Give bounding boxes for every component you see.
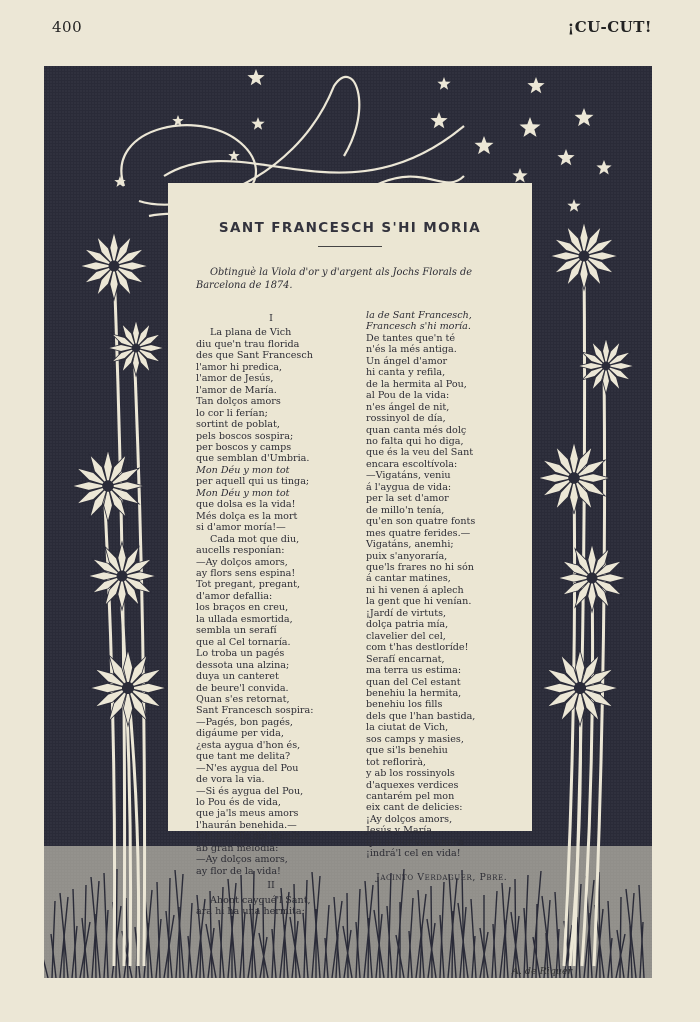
poem-line: que ja'ls meus amors (196, 808, 299, 820)
poem-line: á cantar matines, (366, 573, 451, 585)
poem-line: sembla un serafí (196, 625, 277, 637)
poem-line: Quan s'es retornat, (196, 693, 290, 705)
poem-line: mes quatre ferides.— (366, 527, 471, 539)
author-signature: Jacinto Verdaguer, Pbre. (376, 871, 508, 883)
stanza-lines (196, 327, 346, 877)
poem-line: De tantes que'n té (366, 332, 456, 344)
poem-line: dolça patria mía, (366, 619, 449, 631)
poem-line: que'ls frares no hi són (366, 561, 474, 573)
poem-line: ni hi venen á aplech (366, 584, 464, 596)
stanza-lines (366, 310, 516, 860)
poem-line: ay flors sens espina! (196, 567, 296, 579)
poem-line: Tot pregant, pregant, (196, 579, 301, 591)
poem-line: lo Pou és de vida, (196, 797, 281, 809)
poem-line: quan del Cel estant (366, 676, 461, 688)
poem-line: la gent que hi venían. (366, 596, 472, 608)
poem-line: per boscos y camps (196, 441, 292, 453)
grass-blade (431, 886, 432, 978)
poem-line: que al Cel tornaría. (196, 636, 291, 648)
poem-line: Sant Francesch sospira: (196, 705, 314, 717)
grass-blade (620, 897, 621, 978)
publication-title: ¡CU-CUT! (567, 18, 652, 36)
grass-blade (515, 879, 516, 978)
poem-line: hi canta y refila, (366, 367, 446, 379)
poem-line: La plana de Vich (210, 327, 292, 339)
poem-title: SANT FRANCESCH S'HI MORIA (218, 220, 482, 236)
poem-line: n'és la més antiga. (366, 344, 457, 356)
poem-line: l'amor hi predica, (196, 361, 282, 373)
poem-line: la ciutat de Vich, (366, 722, 449, 734)
poem-line: per la set d'amor (366, 493, 449, 505)
poem-line: la de Sant Francesch, (366, 310, 472, 321)
poem-line: qui al cor vos tindrá (366, 836, 464, 848)
poem-line: Vigatáns, anemhi; (366, 539, 454, 551)
poem-line: Cada mot que diu, (210, 533, 300, 545)
poem-line: diu que'n trau florida (196, 338, 300, 350)
poem-line: aucells responían: (196, 545, 285, 557)
stanza-tail-lines (196, 895, 346, 918)
poem-line: com t'has destloríde! (366, 642, 469, 654)
poem-line: ¡Jardí de virtuts, (366, 607, 447, 619)
poem-line: l'amor de Jesús, (196, 373, 274, 385)
section-number-1: I (269, 313, 273, 324)
poem-line: per aquell qui us tinga; (196, 476, 310, 488)
poem-line: á l'aygua de vida: (366, 481, 452, 493)
poem-line: d'amor defallia: (196, 590, 273, 602)
page-number: 400 (52, 18, 83, 36)
poem-line: —Ay dolços amors, (196, 854, 288, 866)
poem-line: pels boscos sospira; (196, 430, 294, 442)
artist-signature: A. de Riquer (512, 966, 573, 977)
grass-blade (599, 872, 600, 978)
section-number-2: II (267, 880, 275, 892)
poem-line: Mon Déu y mon tot (196, 487, 290, 499)
poem-line: ¿esta aygua d'hon és, (196, 739, 301, 751)
poem-line: lo cor li ferían; (196, 407, 268, 419)
poem-line: de la hermita al Pou, (366, 378, 467, 390)
poem-line: Francesch s'hi moría. (366, 321, 471, 333)
poem-line: que si'ls benehiu (366, 745, 448, 757)
poem-intro: Obtinguè la Viola d'or y d'argent als Jochs Florals de Barcelona de 1874. (196, 267, 473, 291)
poem-line: Un ángel d'amor (366, 355, 448, 367)
poem-line: quan canta més dolç (366, 424, 467, 436)
poem-line: duya un canteret (196, 671, 279, 683)
poem-line: d'aquexes verdices (366, 779, 459, 791)
poem-line: tot reflorirà, (366, 756, 426, 768)
poem-line: Y'ls aucells del bosch (196, 831, 300, 843)
poem-line: que semblan d'Umbria. (196, 453, 310, 465)
poem-line: de beure'l convida. (196, 682, 289, 694)
poem-line: ab gran melodía: (196, 842, 279, 854)
poem-line: l'amor de María. (196, 384, 277, 396)
poem-line: encara escoltívola: (366, 458, 458, 470)
poem-line: sortint de poblat, (196, 419, 280, 431)
poem-line: si d'amor moría!— (196, 522, 286, 534)
poem-line: Jesús y María, (366, 825, 436, 837)
title-rule (318, 246, 382, 247)
poem-line: Ahont caygué'l Sant, (210, 894, 311, 906)
poem-line: ma terra us estima: (366, 665, 462, 677)
poem-line: ¡indrá'l cel en vida! (366, 848, 461, 860)
poem-line: l'haurán benehida.— (196, 819, 297, 831)
poem-column-right (366, 310, 516, 883)
poem-line: ay flor de la vida! (196, 865, 281, 877)
poem-line: ara hi ha una hermita: (196, 906, 305, 918)
poem-line: dessota una alzina; (196, 659, 290, 671)
poem-line: ¡Ay dolços amors, (366, 813, 453, 825)
grass-blade (347, 893, 348, 978)
poem-line: de millo'n tenía, (366, 504, 445, 516)
poem-column-left (196, 310, 346, 918)
poem-line: clavelier del cel, (366, 630, 446, 642)
poem-line: Tan dolços amors (196, 396, 281, 408)
poem-line: —Vigatáns, veniu (366, 470, 451, 482)
poem-line: eix cant de delicies: (366, 802, 463, 814)
poem-line: —Pagés, bon pagés, (196, 716, 293, 728)
grass-blade (116, 869, 117, 978)
poem-line: no falta qui ho diga, (366, 435, 464, 447)
poem-line: —Ay dolços amors, (196, 556, 288, 568)
poem-line: la ullada esmortida, (196, 613, 293, 625)
poem-line: n'es ángel de nit, (366, 401, 450, 413)
poem-line: y ab los rossinyols (366, 768, 455, 780)
poem-line: puix s'anyoraría, (366, 550, 448, 562)
poem-line: des que Sant Francesch (196, 350, 313, 362)
poem-line: —Si és aygua del Pou, (196, 785, 304, 797)
poem-line: Mon Déu y mon tot (196, 464, 290, 476)
poem-line: Serafí encarnat, (366, 653, 445, 665)
poem-line: cantarém pel mon (366, 791, 455, 803)
poem-line: rossinyol de día, (366, 413, 446, 425)
poem-line: benehiu la hermita, (366, 687, 462, 699)
poem-line: al Pou de la vida: (366, 390, 450, 402)
poem-line: que dolsa es la vida! (196, 499, 296, 511)
poem-line: digáume per vida, (196, 728, 284, 740)
poem-line: Més dolça es la mort (196, 510, 298, 522)
poem-line: los braços en creu, (196, 602, 289, 614)
poem-line: sos camps y masies, (366, 733, 464, 745)
poem-line: dels que l'han bastida, (366, 710, 476, 722)
poem-line: —N'es aygua del Pou (196, 762, 299, 774)
poem-line: que tant me delita? (196, 751, 291, 763)
poem-line: qu'en son quatre fonts (366, 516, 476, 528)
poem-line: Lo troba un pagés (196, 648, 285, 660)
poem-line: de vora la via. (196, 774, 265, 786)
poem-line: benehiu los fills (366, 699, 443, 711)
poem-line: que és la veu del Sant (366, 447, 474, 459)
